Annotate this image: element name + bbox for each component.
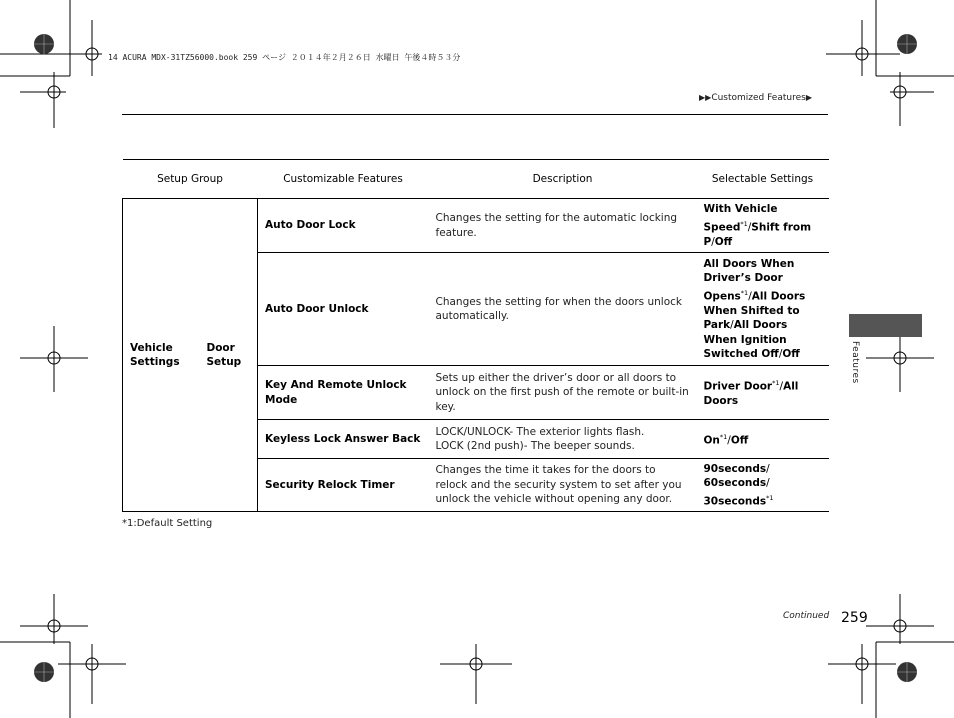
feature-settings: With Vehicle Speed$^{*1}$/Shift from P/Off [697,199,829,253]
print-file-header: 14 ACURA MDX-31TZ56000.book 259 ページ ２０１４年２月２６日 水曜日 午後４時５３分 [108,53,461,62]
feature-name: Auto Door Unlock [258,253,429,366]
feature-name: Auto Door Lock [258,199,429,253]
breadcrumb[interactable] [699,93,812,103]
feature-name: Key And Remote Unlock Mode [258,366,429,420]
double-arrow-icon: ▶▶ [699,93,712,102]
setup-group-cell: Vehicle Settings [123,199,200,512]
feature-description: Changes the time it takes for the doors to relock and the security system to set after you unlock the vehicle without opening any door. [429,459,697,512]
header-selectable-settings: Selectable Settings [697,160,829,199]
header-customizable-features: Customizable Features [258,160,429,199]
table-row [123,199,829,253]
header-setup-group: Setup Group [123,160,258,199]
feature-description: Changes the setting for when the doors unlock automatically. [429,253,697,366]
feature-name: Security Relock Timer [258,459,429,512]
feature-settings: On$^{*1}$/Off [697,420,829,459]
customized-features-table [122,159,829,512]
footnote: *1:Default Setting [122,518,213,529]
section-tab-label: Features [850,341,860,384]
feature-description: Changes the setting for the automatic locking feature. [429,199,697,253]
section-tab[interactable] [849,314,922,337]
feature-settings: Driver Door$^{*1}$/All Doors [697,366,829,420]
setup-subgroup-cell: Door Setup [200,199,258,512]
feature-description: Sets up either the driver’s door or all doors to unlock on the first push of the remote or built-in key. [429,366,697,420]
table-header-row [123,160,829,199]
arrow-right-icon: ▶ [805,93,812,102]
header-rule [122,114,828,115]
page-number: 259 [841,610,868,626]
feature-settings: 90seconds/ 60seconds/ 30seconds$^{*1}$ [697,459,829,512]
feature-description: LOCK/UNLOCK- The exterior lights flash. LOCK (2nd push)- The beeper sounds. [429,420,697,459]
feature-settings: All Doors When Driver’s Door Opens$^{*1}$/All Doors When Shifted to Park/All Doors When Ignition Switched Off/Off [697,253,829,366]
feature-name: Keyless Lock Answer Back [258,420,429,459]
header-description: Description [429,160,697,199]
breadcrumb-label: Customized Features [711,93,806,103]
continued-label: Continued [783,611,830,621]
